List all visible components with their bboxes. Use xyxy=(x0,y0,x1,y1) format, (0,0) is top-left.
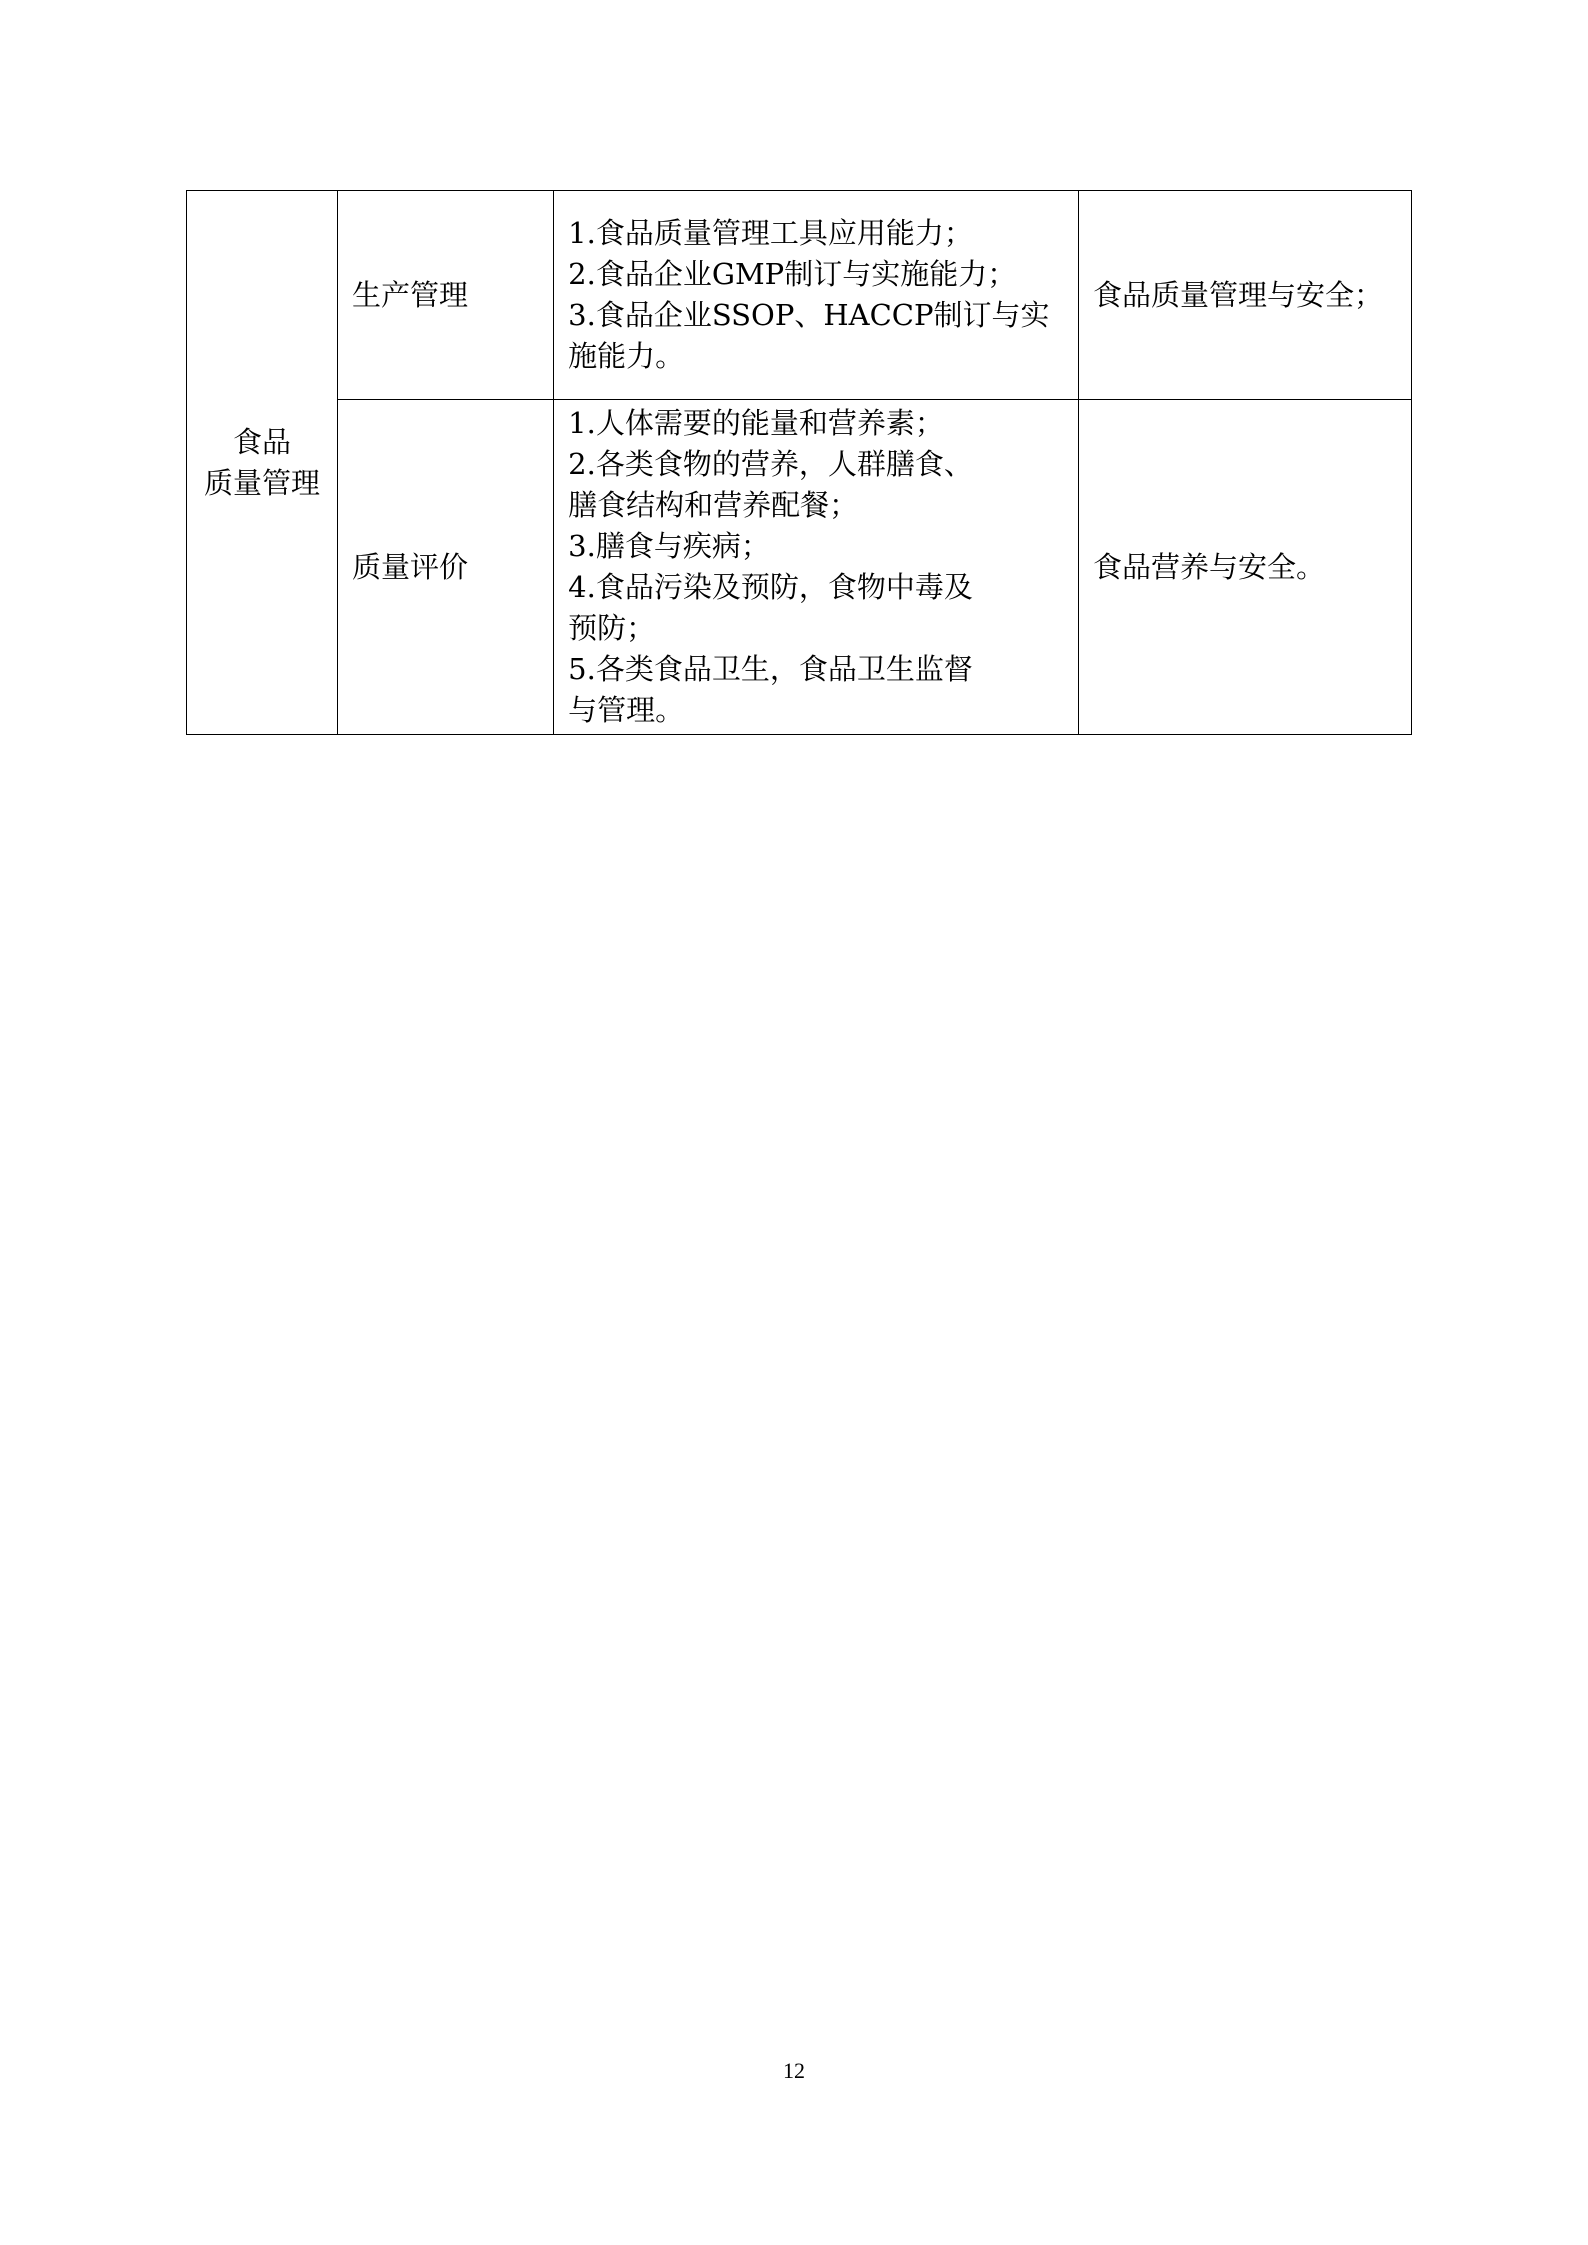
category-label-line: 食品 xyxy=(233,424,292,459)
subcategory-cell: 生产管理 xyxy=(338,191,554,400)
content-line: 与管理。 xyxy=(568,693,685,727)
subcategory-cell: 质量评价 xyxy=(338,400,554,735)
content-line: 2.食品企业GMP制订与实施能力； xyxy=(568,257,1017,291)
category-label-line: 质量管理 xyxy=(204,465,321,500)
content-line: 1.人体需要的能量和营养素； xyxy=(568,406,944,440)
content-line: 3.膳食与疾病； xyxy=(568,529,770,563)
content-line: 施能力。 xyxy=(568,339,685,373)
content-line: 4.食品污染及预防，食物中毒及 xyxy=(568,570,973,604)
content-line: 1.食品质量管理工具应用能力； xyxy=(568,216,973,250)
course-cell: 食品营养与安全。 xyxy=(1078,400,1411,735)
table-row xyxy=(187,191,1412,400)
content-line: 2.各类食物的营养，人群膳食、 xyxy=(568,447,973,481)
page-number: 12 xyxy=(783,2058,805,2083)
content-line: 5.各类食品卫生，食品卫生监督 xyxy=(568,652,973,686)
content-line: 预防； xyxy=(568,611,656,645)
content-cell xyxy=(554,400,1079,735)
course-cell: 食品质量管理与安全； xyxy=(1078,191,1411,400)
table-row xyxy=(187,400,1412,735)
content-cell xyxy=(554,191,1079,400)
content-line: 膳食结构和营养配餐； xyxy=(568,488,859,522)
content-line: 3.食品企业SSOP、HACCP制订与实 xyxy=(568,298,1050,332)
curriculum-table xyxy=(186,190,1412,735)
category-cell xyxy=(187,191,338,735)
